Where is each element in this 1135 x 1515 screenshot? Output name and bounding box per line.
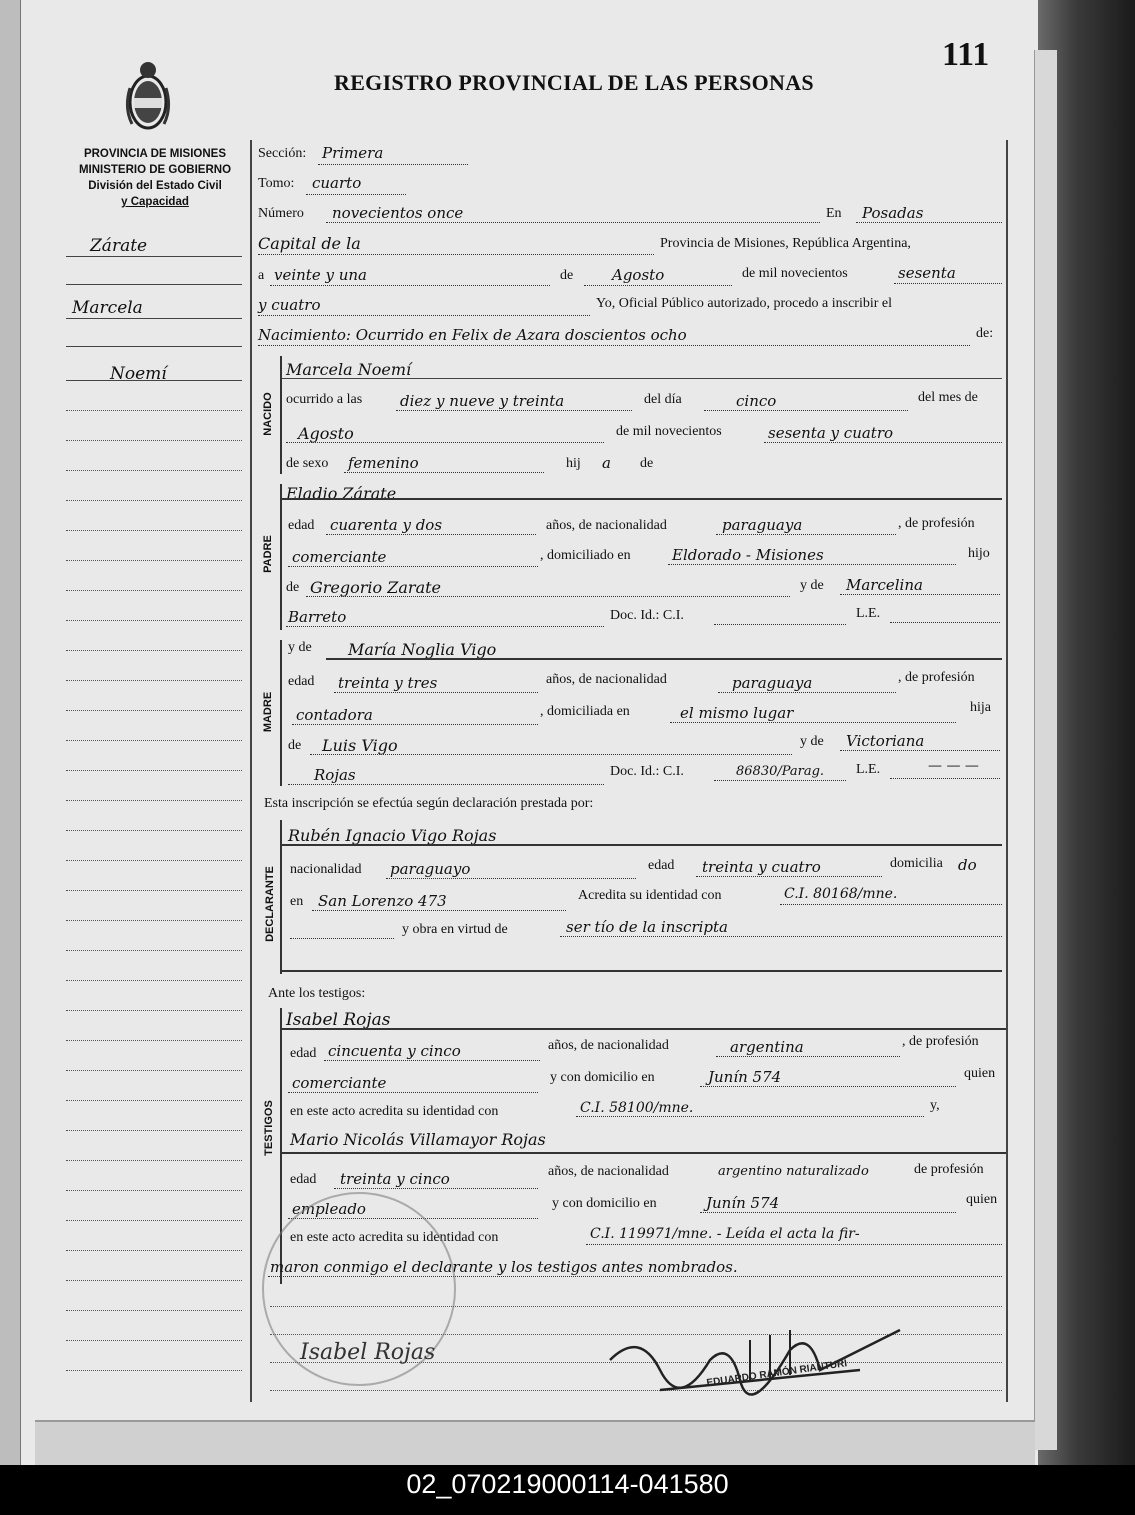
margin-rule <box>66 1100 242 1101</box>
hij-value: a <box>602 454 611 472</box>
event-line <box>258 345 970 346</box>
en-line <box>856 222 1002 223</box>
margin-rule <box>66 1340 242 1341</box>
margin-rule <box>66 950 242 951</box>
w2-quien-label: quien <box>966 1192 998 1207</box>
margin-rule <box>66 830 242 831</box>
stacked-pages-edge <box>1034 50 1057 1450</box>
seccion-line <box>318 164 468 165</box>
declaracion-intro: Esta inscripción se efectúa según declaración prestada por: <box>264 796 594 811</box>
margin-rule <box>66 380 242 381</box>
de-colon: de: <box>976 326 994 341</box>
month-line <box>584 285 732 286</box>
nacido-bracket <box>280 356 282 474</box>
madre-nacionalidad-label: años, de nacionalidad <box>546 672 667 687</box>
w1-edad-label: edad <box>290 1046 317 1061</box>
coat-of-arms-icon <box>122 58 174 138</box>
page-title: REGISTRO PROVINCIAL DE LAS PERSONAS <box>334 70 814 95</box>
domicilia-label: domicilia <box>890 856 943 871</box>
madre-dom-line <box>670 722 956 723</box>
madre-domicilio-label: , domiciliada en <box>540 704 630 719</box>
margin-rule <box>66 318 242 319</box>
w1-prof-line <box>288 1092 538 1093</box>
padre-domicilio: Eldorado - Misiones <box>672 546 824 564</box>
year-value-2: y cuatro <box>258 296 321 314</box>
madre-name-line <box>326 658 1002 660</box>
margin-rule <box>66 256 242 257</box>
margin-rule <box>66 980 242 981</box>
madre-nac-line <box>718 692 896 693</box>
declarante-name-line <box>282 844 1002 846</box>
w2-nacionalidad-label: años, de nacionalidad <box>548 1164 669 1179</box>
madre-y-de-label: y de <box>288 640 312 655</box>
domicilia-suffix: do <box>958 856 977 874</box>
w2-dom-line <box>700 1212 956 1213</box>
city-value: Capital de la <box>258 234 361 253</box>
hij-label: hij <box>566 456 581 471</box>
declarante-acredita-line <box>780 904 1002 905</box>
office-line-4: y Capacidad <box>121 196 189 208</box>
margin-rule <box>66 1190 242 1191</box>
birth-month-value: Agosto <box>298 424 354 443</box>
declarante-bottom-line <box>282 970 1002 972</box>
province-text: Provincia de Misiones, República Argentina, <box>660 236 911 251</box>
sexo-label: de sexo <box>286 456 329 471</box>
declarante-nacionalidad: paraguayo <box>390 860 471 878</box>
tomo-label: Tomo: <box>258 176 295 191</box>
declarante-nac-line <box>386 878 636 879</box>
witness-1-edad: cincuenta y cinco <box>328 1042 461 1060</box>
nacido-label: NACIDO <box>262 392 274 436</box>
nacido-name: Marcela Noemí <box>286 360 412 379</box>
declarante-edad-line <box>696 876 882 877</box>
w1-domicilio-label: y con domicilio en <box>550 1070 655 1085</box>
yo-text: Yo, Oficial Público autorizado, procedo a inscribir el <box>596 296 893 311</box>
month-value: Agosto <box>612 266 665 284</box>
w2-edad-line <box>334 1188 538 1189</box>
madre-edad-line <box>334 692 538 693</box>
time-line <box>396 410 632 411</box>
padre-mother2-line <box>286 626 604 627</box>
padre-mother-line <box>840 594 1000 595</box>
left-page-edge <box>0 0 21 1465</box>
margin-rule <box>66 560 242 561</box>
w1-profesion-label: , de profesión <box>902 1034 979 1049</box>
tomo-value: cuarto <box>312 174 362 192</box>
declarante-nacionalidad-label: nacionalidad <box>290 862 362 877</box>
birth-day-value: cinco <box>736 392 777 410</box>
madre-y-de-label-2: y de <box>800 734 824 749</box>
margin-first-name: Marcela <box>72 298 143 318</box>
office-block <box>52 146 258 210</box>
witness-2-edad: treinta y cinco <box>340 1170 450 1188</box>
margin-rule <box>66 710 242 711</box>
padre-father-line <box>306 596 790 597</box>
margin-rule <box>66 346 242 347</box>
birth-year-line <box>764 442 1002 443</box>
sexo-line <box>344 472 544 473</box>
margin-rule <box>66 284 242 285</box>
testigos-intro: Ante los testigos: <box>268 986 366 1001</box>
declarante-edad-label: edad <box>648 858 675 873</box>
madre-father: Luis Vigo <box>322 736 398 755</box>
ocurrido-label: ocurrido a las <box>286 392 363 407</box>
margin-rule <box>66 500 242 501</box>
madre-label: MADRE <box>262 691 274 733</box>
madre-doc-value: 86830/Parag. <box>736 764 825 779</box>
witness-2-doc: C.I. 119971/mne. - Leída el acta la fir- <box>590 1226 860 1242</box>
w2-acredita-label: en este acto acredita su identidad con <box>290 1230 499 1245</box>
right-border <box>1006 140 1008 1402</box>
declarante-en-label: en <box>290 894 304 909</box>
madre-profesion-label: , de profesión <box>898 670 975 685</box>
margin-rule <box>66 650 242 651</box>
margin-rule <box>66 800 242 801</box>
official-stamp-text: EDUARDO RAMÓN RIANTURI <box>705 1358 848 1389</box>
madre-le-value: — — — <box>928 758 979 774</box>
day-line <box>704 410 908 411</box>
del-mes-label: del mes de <box>918 390 978 405</box>
madre-mother-line <box>840 750 1000 751</box>
w2-edad-label: edad <box>290 1172 317 1187</box>
birth-year-value: sesenta y cuatro <box>768 424 894 442</box>
city-line <box>258 254 654 255</box>
margin-surname: Zárate <box>90 236 148 256</box>
declarante-edad: treinta y cuatro <box>702 858 821 876</box>
madre-mother2-line <box>288 784 604 785</box>
witness-1-profesion: comerciante <box>292 1074 387 1092</box>
madre-mother-1: Victoriana <box>846 732 925 750</box>
witness-2-profesion: empleado <box>292 1200 366 1218</box>
a-label: a <box>258 268 265 283</box>
obra-line <box>560 936 1002 937</box>
madre-profesion: contadora <box>296 706 373 724</box>
padre-nac-line <box>716 534 896 535</box>
margin-rule <box>66 1070 242 1071</box>
madre-father-line <box>310 754 792 755</box>
office-line-3: División del Estado Civil <box>88 180 222 192</box>
madre-de-label: de <box>288 738 302 753</box>
month-line <box>286 442 604 443</box>
margin-rule <box>66 1220 242 1221</box>
event-value: Nacimiento: Ocurrido en Felix de Azara doscientos ocho <box>258 326 687 344</box>
padre-profesion-label: , de profesión <box>898 516 975 531</box>
witness-1-domicilio: Junín 574 <box>708 1068 782 1086</box>
seccion-value: Primera <box>322 144 384 162</box>
obra-label: y obra en virtud de <box>402 922 508 937</box>
del-dia-label: del día <box>644 392 682 407</box>
padre-dom-line <box>668 564 956 565</box>
witness-1-name-line <box>282 1028 1006 1030</box>
w1-quien-label: quien <box>964 1066 996 1081</box>
declarante-acredita-label: Acredita su identidad con <box>578 888 722 903</box>
margin-rule <box>66 770 242 771</box>
margin-rule <box>66 1310 242 1311</box>
margin-rule <box>66 1010 242 1011</box>
margin-rule <box>66 590 242 591</box>
hija-label: hija <box>970 700 991 715</box>
declarante-acredita-value: C.I. 80168/mne. <box>784 886 898 902</box>
margin-rule <box>66 920 242 921</box>
madre-le-line <box>890 778 1000 779</box>
w1-edad-line <box>324 1060 540 1061</box>
year-line <box>894 283 1002 284</box>
padre-label: PADRE <box>262 535 274 573</box>
w1-dom-line <box>700 1086 956 1087</box>
witness-1-nacionalidad: argentina <box>730 1038 804 1056</box>
margin-rule <box>66 1280 242 1281</box>
witness-2-name: Mario Nicolás Villamayor Rojas <box>290 1130 546 1149</box>
margin-rule <box>66 470 242 471</box>
padre-le-label: L.E. <box>856 606 881 621</box>
day-value: veinte y una <box>274 266 367 284</box>
margin-rule <box>66 680 242 681</box>
margin-rule <box>66 860 242 861</box>
padre-name: Eladio Zárate <box>286 484 397 503</box>
w2-profesion-label: de profesión <box>914 1162 984 1177</box>
padre-doc-label: Doc. Id.: C.I. <box>610 608 684 623</box>
witness-signature: Isabel Rojas <box>300 1340 436 1365</box>
padre-mother-2: Barreto <box>288 608 347 626</box>
padre-edad-line <box>326 534 536 535</box>
margin-rule <box>66 1370 242 1371</box>
madre-doc-line <box>714 780 846 781</box>
padre-nacionalidad: paraguaya <box>722 516 803 534</box>
en-value: Posadas <box>862 204 924 222</box>
declarante-address: San Lorenzo 473 <box>318 892 447 910</box>
de-label: de <box>560 268 574 283</box>
padre-doc-line <box>714 624 846 625</box>
madre-nacionalidad: paraguaya <box>732 674 813 692</box>
en-label: En <box>826 206 842 221</box>
margin-rule <box>66 410 242 411</box>
madre-le-label: L.E. <box>856 762 881 777</box>
nacido-de-label: de <box>640 456 654 471</box>
w1-y-label: y, <box>930 1098 940 1113</box>
margin-rule <box>66 1160 242 1161</box>
w2-domicilio-label: y con domicilio en <box>552 1196 657 1211</box>
margin-rule <box>66 890 242 891</box>
obra-value: ser tío de la inscripta <box>566 918 728 936</box>
office-line-1: PROVINCIA DE MISIONES <box>83 148 227 160</box>
birth-year-label: de mil novecientos <box>616 424 722 439</box>
madre-mother-2: Rojas <box>314 766 356 784</box>
madre-edad-label: edad <box>288 674 315 689</box>
year-text: de mil novecientos <box>742 266 848 281</box>
witness-2-name-line <box>282 1152 1006 1154</box>
witness-2-nacionalidad: argentino naturalizado <box>718 1164 869 1179</box>
numero-label: Número <box>258 206 304 221</box>
madre-prof-line <box>292 724 538 725</box>
margin-middle-name: Noemí <box>110 364 167 384</box>
hijo-label: hijo <box>968 546 990 561</box>
declarante-address-line <box>312 910 566 911</box>
padre-nacionalidad-label: años, de nacionalidad <box>546 518 667 533</box>
madre-doc-label: Doc. Id.: C.I. <box>610 764 684 779</box>
page-number: 111 <box>942 36 990 73</box>
margin-rule <box>66 1250 242 1251</box>
tomo-line <box>306 194 406 195</box>
padre-edad-label: edad <box>288 518 315 533</box>
year-line-2 <box>258 315 590 316</box>
w2-doc-line <box>586 1244 1002 1245</box>
padre-y-de-label: y de <box>800 578 824 593</box>
image-code-footer: 02_070219000114-041580 <box>0 1465 1135 1515</box>
seccion-label: Sección: <box>258 146 307 161</box>
office-line-2: MINISTERIO DE GOBIERNO <box>78 164 232 176</box>
margin-rule <box>66 1040 242 1041</box>
padre-mother-1: Marcelina <box>846 576 923 594</box>
numero-line <box>326 222 820 223</box>
declarante-obra-prefix-line <box>290 938 394 939</box>
witness-1-name: Isabel Rojas <box>286 1010 391 1030</box>
official-signature-icon <box>600 1310 920 1410</box>
madre-bracket <box>280 640 282 786</box>
sexo-value: femenino <box>348 454 419 472</box>
padre-de-label: de <box>286 580 300 595</box>
folded-page-bottom <box>35 1420 1035 1465</box>
margin-rule <box>66 440 242 441</box>
declarante-label: DECLARANTE <box>264 866 276 942</box>
margin-rule <box>66 740 242 741</box>
padre-edad: cuarenta y dos <box>330 516 443 534</box>
year-value-1: sesenta <box>898 264 956 282</box>
w1-nac-line <box>716 1056 900 1057</box>
declarante-name: Rubén Ignacio Vigo Rojas <box>288 826 497 845</box>
w1-doc-line <box>576 1116 924 1117</box>
margin-rule <box>66 530 242 531</box>
madre-domicilio: el mismo lugar <box>680 704 794 722</box>
margin-divider <box>250 140 252 1402</box>
padre-prof-line <box>288 566 538 567</box>
margin-rule <box>66 620 242 621</box>
nacido-name-line <box>282 378 1002 379</box>
day-line <box>270 285 550 286</box>
testigos-label: TESTIGOS <box>263 1100 275 1156</box>
padre-name-line <box>282 498 1002 500</box>
padre-father: Gregorio Zarate <box>310 578 441 597</box>
witness-1-doc: C.I. 58100/mne. <box>580 1100 694 1116</box>
w1-acredita-label: en este acto acredita su identidad con <box>290 1104 499 1119</box>
w1-nacionalidad-label: años, de nacionalidad <box>548 1038 669 1053</box>
time-value: diez y nueve y treinta <box>400 392 565 410</box>
closing-text: maron conmigo el declarante y los testigos antes nombrados. <box>270 1258 738 1276</box>
madre-edad: treinta y tres <box>338 674 438 692</box>
witness-2-domicilio: Junín 574 <box>706 1194 780 1212</box>
madre-name: María Noglia Vigo <box>348 640 497 659</box>
padre-profesion: comerciante <box>292 548 387 566</box>
numero-value: novecientos once <box>332 204 464 222</box>
padre-bracket <box>280 484 282 630</box>
margin-rule <box>66 1130 242 1131</box>
padre-domicilio-label: , domiciliado en <box>540 548 631 563</box>
padre-le-line <box>890 622 1000 623</box>
